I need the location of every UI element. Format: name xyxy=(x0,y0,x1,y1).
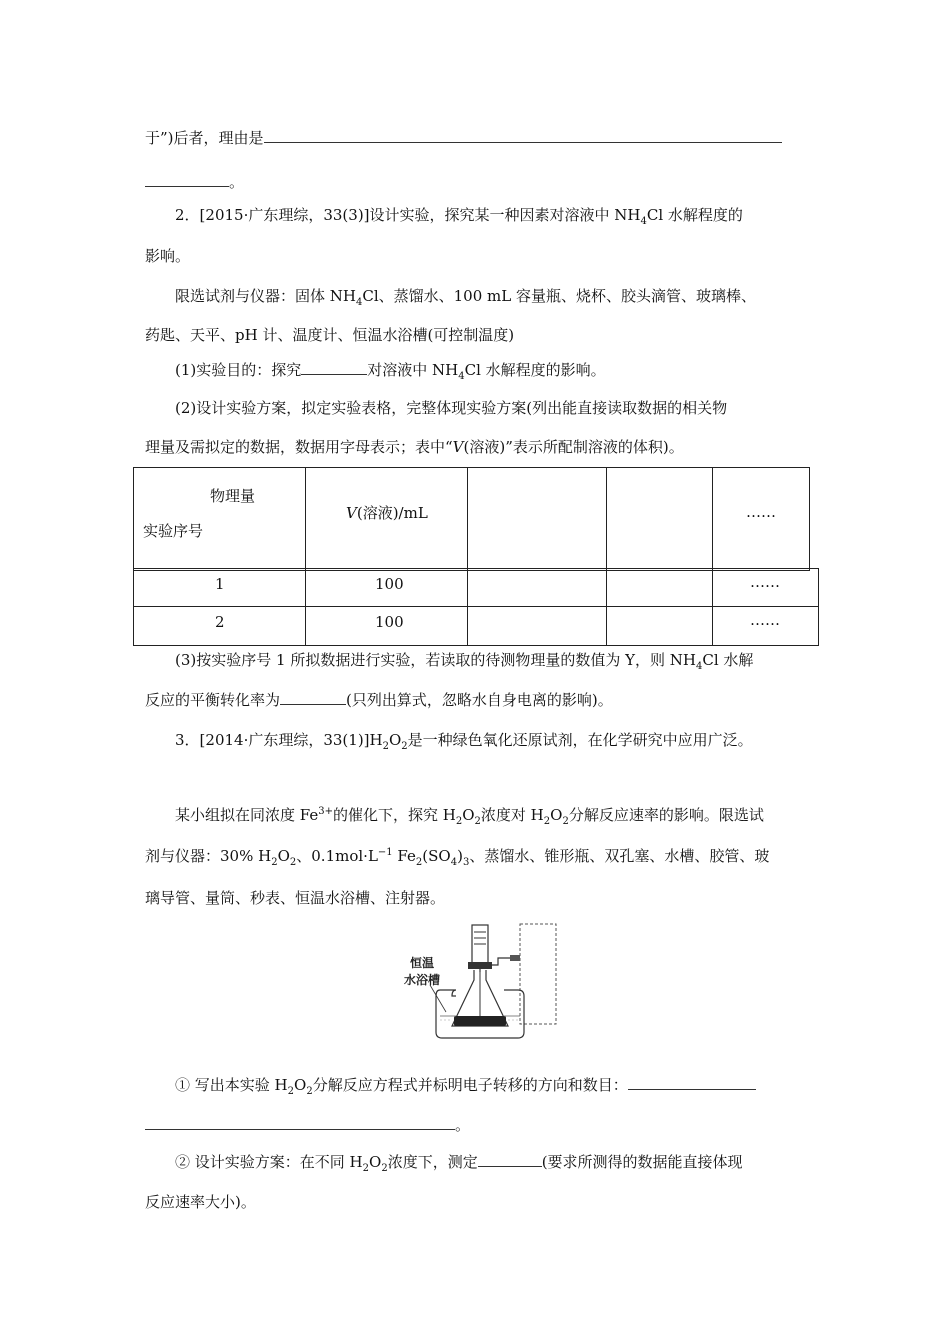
text: Cl 水解 xyxy=(702,651,754,669)
text: Cl、蒸馏水、100 mL 容量瓶、烧杯、胶头滴管、玻璃棒、 xyxy=(362,287,756,305)
subscript: 2 xyxy=(287,1086,294,1097)
subscript: 2 xyxy=(543,816,551,827)
answer-blank[interactable] xyxy=(478,1152,542,1167)
text: 反应速率大小)。 xyxy=(145,1193,256,1211)
tube-connector-icon xyxy=(510,955,520,961)
subscript: 2 xyxy=(362,1163,369,1174)
subscript: 2 xyxy=(562,816,569,827)
subscript: 4 xyxy=(450,857,458,868)
text: 浓度对 H xyxy=(480,806,544,824)
divider xyxy=(305,467,306,571)
text-line xyxy=(175,398,727,418)
text-line xyxy=(175,360,606,380)
unknown-apparatus-box xyxy=(520,924,556,1024)
text-line xyxy=(145,1192,256,1212)
subscript: 2 xyxy=(455,816,463,827)
question-3-title: 3．[2014·广东理综，$33(1)]H_2O_2$是一种绿色氧化还原试剂，在化学研究中应用广泛。 xyxy=(175,731,753,752)
header-ellipsis: …… xyxy=(746,503,776,521)
text: ) xyxy=(457,847,463,865)
text: 。 xyxy=(229,173,245,191)
subscript: 3 xyxy=(462,857,470,868)
header-experiment-no: 实验序号 xyxy=(143,522,204,540)
answer-blank[interactable] xyxy=(628,1075,756,1090)
text: 2．[2015·广东理综，33(3)]设计实验，探究某一种因素对溶液中 NH xyxy=(175,206,641,224)
text: 璃导管、量筒、秒表、恒温水浴槽、注射器。 xyxy=(145,889,446,907)
subscript: 2 xyxy=(381,1163,388,1174)
text-line xyxy=(145,246,190,266)
text-line xyxy=(175,650,753,670)
table-header-row xyxy=(133,467,810,571)
header-volume xyxy=(346,503,428,523)
table-body xyxy=(133,568,819,646)
table-cell-volume: 100 xyxy=(375,575,404,593)
answer-blank[interactable] xyxy=(301,360,367,375)
text: 分解反应速率的影响。限选试 xyxy=(568,806,764,824)
text: (SO xyxy=(422,847,451,865)
subscript: 4 xyxy=(458,371,465,382)
text-line: ① 写出本实验 $H_2O_2$分解反应方程式并标明电子转移的方向和数目： xyxy=(175,1075,756,1095)
text: Cl 水解程度的 xyxy=(646,206,743,224)
subscript: 4 xyxy=(695,661,703,672)
answer-blank[interactable] xyxy=(145,172,229,187)
label-constant-temp: 恒温 xyxy=(410,956,435,970)
apparatus-diagram xyxy=(390,920,560,1045)
text: 、0.1mol·L xyxy=(296,847,378,865)
table-cell-ellipsis: …… xyxy=(750,573,780,591)
question-2-title xyxy=(175,205,743,225)
answer-blank[interactable] xyxy=(264,128,782,143)
text: (溶液)”表示所配制溶液的体积)。 xyxy=(463,438,684,456)
answer-blank[interactable] xyxy=(145,1115,455,1130)
text: 的催化下，探究 H xyxy=(332,806,456,824)
text-line: 某小组拟在同浓度 $Fe^{3+}$的催化下，探究 $H_2O_2$浓度对 $H_2O_2$分解反应速率的影响。限选试 xyxy=(175,806,764,827)
text: (溶液)/mL xyxy=(356,504,428,522)
divider xyxy=(606,467,607,571)
text: 理量及需拟定的数据，数据用字母表示；表中“ xyxy=(145,438,453,456)
text: ① 写出本实验 H xyxy=(175,1076,288,1094)
divider xyxy=(712,467,713,571)
text: ② 设计实验方案：在不同 H xyxy=(175,1153,363,1171)
divider xyxy=(606,568,607,646)
superscript: 3+ xyxy=(318,806,333,817)
text-line xyxy=(145,172,244,192)
text: 影响。 xyxy=(145,247,191,265)
text: Fe xyxy=(392,847,416,865)
table-cell-volume: 100 xyxy=(375,613,404,631)
text: 某小组拟在同浓度 Fe xyxy=(175,806,319,824)
variable: V xyxy=(346,504,357,522)
text: 、蒸馏水、锥形瓶、双孔塞、水槽、胶管、玻 xyxy=(469,847,770,865)
divider xyxy=(467,467,468,571)
subscript: 2 xyxy=(401,741,408,752)
text-line xyxy=(145,325,514,345)
text-line xyxy=(175,286,756,306)
text: 剂与仪器：30% H xyxy=(145,847,272,865)
text: (只列出算式，忽略水自身电离的影响)。 xyxy=(346,691,613,709)
subscript: 2 xyxy=(289,857,297,868)
text: 3．[2014·广东理综，33(1)]H xyxy=(175,731,383,749)
text: 对溶液中 NH xyxy=(367,361,459,379)
text: (2)设计实验方案，拟定实验表格，完整体现实验方案(列出能直接读取数据的相关物 xyxy=(175,399,728,417)
text: 分解反应方程式并标明电子转移的方向和数目： xyxy=(312,1076,628,1094)
divider xyxy=(133,606,819,607)
subscript: 4 xyxy=(640,216,647,227)
syringe-icon xyxy=(472,925,488,965)
text-line xyxy=(145,437,684,457)
text-line xyxy=(145,690,613,710)
text: 是一种绿色氧化还原试剂，在化学研究中应用广泛。 xyxy=(407,731,753,749)
text: 浓度下，测定 xyxy=(387,1153,478,1171)
text: (1)实验目的：探究 xyxy=(175,361,302,379)
subscript: 2 xyxy=(474,816,481,827)
table-cell-no: 2 xyxy=(215,613,225,631)
stopper-icon xyxy=(468,962,492,969)
text: Cl 水解程度的影响。 xyxy=(464,361,606,379)
text-line xyxy=(145,888,445,908)
label-water-bath: 水浴槽 xyxy=(404,973,441,987)
text-line: ② 设计实验方案：在不同 $H_2O_2$浓度下，测定 (要求所测得的数据能直接体现 xyxy=(175,1153,743,1174)
subscript: 2 xyxy=(382,741,389,752)
text: 限选试剂与仪器：固体 NH xyxy=(175,287,356,305)
text: 。 xyxy=(455,1116,471,1134)
header-quantity: 物理量 xyxy=(210,487,256,505)
divider xyxy=(712,568,713,646)
subscript: 2 xyxy=(415,857,423,868)
answer-blank[interactable] xyxy=(280,690,346,705)
subscript: 4 xyxy=(355,297,363,308)
divider xyxy=(467,568,468,646)
text: (3)按实验序号 1 所拟数据进行实验，若读取的待测物理量的数值为 Y，则 NH xyxy=(175,651,696,669)
text: 药匙、天平、pH 计、温度计、恒温水浴槽(可控制温度) xyxy=(145,326,515,344)
text: 于”)后者，理由是 xyxy=(145,129,264,147)
table-cell-ellipsis: …… xyxy=(750,611,780,629)
divider xyxy=(305,568,306,646)
subscript: 2 xyxy=(306,1086,313,1097)
table-cell-no: 1 xyxy=(215,575,225,593)
superscript: −1 xyxy=(377,847,393,858)
text-line: 剂与仪器：30% $H_2O_2$、$0.1mol\cdot L^{-1}$ $Fe_2(SO_4)_3$、蒸馏水、锥形瓶、双孔塞、水槽、胶管、玻 xyxy=(145,847,770,868)
text-line xyxy=(145,128,782,148)
text: 反应的平衡转化率为 xyxy=(145,691,281,709)
text: (要求所测得的数据能直接体现 xyxy=(541,1153,743,1171)
subscript: 2 xyxy=(271,857,278,868)
text-line xyxy=(145,1115,470,1135)
variable: V xyxy=(452,438,464,456)
